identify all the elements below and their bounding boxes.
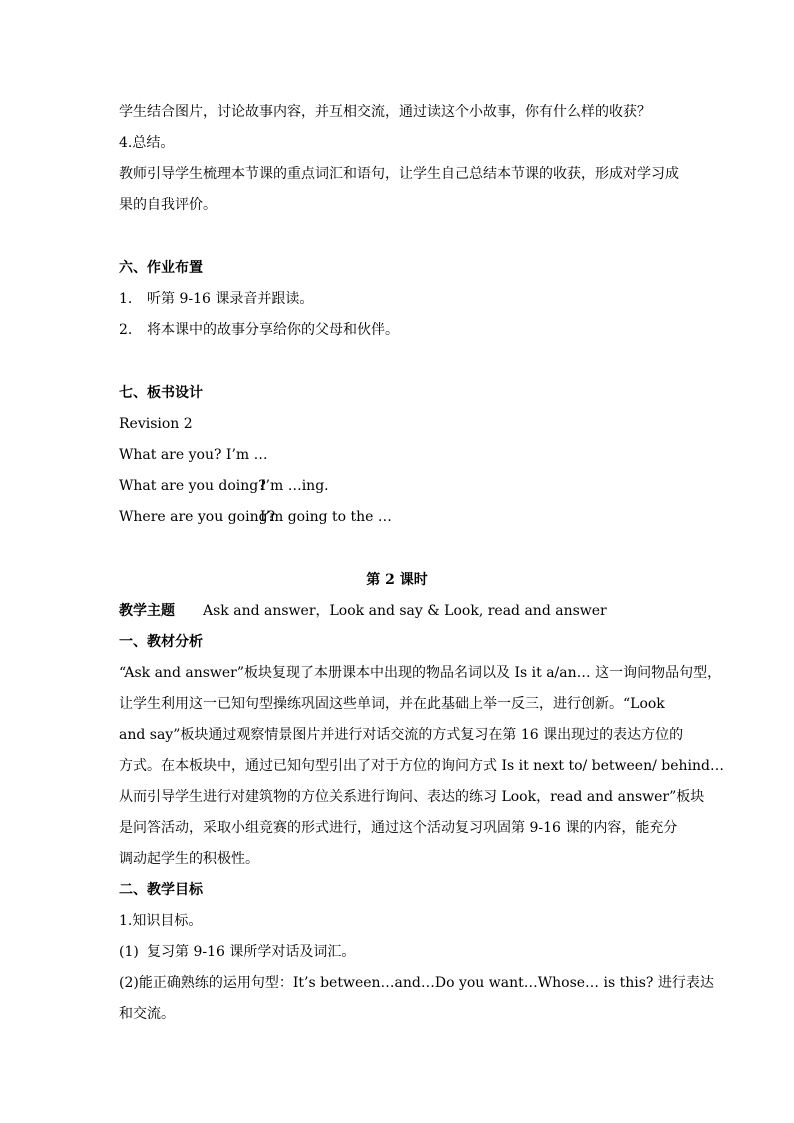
homework-item <box>119 289 679 309</box>
board-row <box>119 476 679 496</box>
homework-heading: 六、作业布置 <box>119 260 203 276</box>
homework-item-text: 听第 9-16 课录音并跟读。 <box>147 291 314 307</box>
goal-item-number: (1) <box>119 944 139 960</box>
intro-line: 学生结合图片，讨论故事内容，并互相交流，通过读这个小故事，你有什么样的收获？ <box>119 104 651 120</box>
board-answer: I’m …ing. <box>260 478 329 494</box>
analysis-line: “Ask and answer”板块复现了本册课本中出现的物品名词以及 Is it a/an… 这一询问物品句型， <box>119 665 722 681</box>
board-row <box>119 445 679 465</box>
analysis-heading: 一、教材分析 <box>119 634 203 650</box>
analysis-line: 调动起学生的积极性。 <box>119 851 259 867</box>
analysis-line: 让学生利用这一已知句型操练巩固这些单词，并在此基础上举一反三，进行创新。“Look <box>119 696 665 712</box>
board-heading: 七、板书设计 <box>119 385 203 401</box>
analysis-line: 是问答活动，采取小组竞赛的形式进行，通过这个活动复习巩固第 9-16 课的内容，能充分 <box>119 820 678 836</box>
homework-item-number: 1. <box>119 291 133 307</box>
board-question: Where are you going? <box>119 509 276 525</box>
topic-text: Ask and answer，Look and say & Look, read and answer <box>203 603 607 619</box>
goal-item <box>119 942 679 962</box>
summary-title: 4.总结。 <box>119 135 175 151</box>
homework-item-text: 将本课中的故事分享给你的父母和伙伴。 <box>147 322 399 338</box>
topic-line <box>119 601 679 621</box>
goals-heading: 二、教学目标 <box>119 882 203 898</box>
board-revision: Revision 2 <box>119 416 193 432</box>
board-question: What are you? I’m … <box>119 447 268 463</box>
goal-item-cont: 和交流。 <box>119 1006 175 1022</box>
summary-text-cont: 果的自我评价。 <box>119 197 217 213</box>
goal-item-number: (2) <box>119 975 139 991</box>
summary-text: 教师引导学生梳理本节课的重点词汇和语句，让学生自己总结本节课的收获，形成对学习成 <box>119 166 679 182</box>
topic-label: 教学主题 <box>119 603 175 619</box>
homework-item-number: 2. <box>119 322 133 338</box>
homework-item <box>119 320 679 340</box>
lesson-title: 第 2 课时 <box>366 572 428 588</box>
goal-item <box>119 973 714 993</box>
analysis-line: 从而引导学生进行对建筑物的方位关系进行询问、表达的练习 Look，read and answer”板块 <box>119 789 705 805</box>
knowledge-goal-title: 1.知识目标。 <box>119 913 203 929</box>
analysis-line: and say”板块通过观察情景图片并进行对话交流的方式复习在第 16 课出现过的表达方位的 <box>119 727 684 743</box>
board-row <box>119 507 679 527</box>
analysis-line: 方式。在本板块中，通过已知句型引出了对于方位的询问方式 Is it next to/ between/ behind… <box>119 758 724 774</box>
goal-item-text: 能正确熟练的运用句型：It’s between…and…Do you want…Whose… is this? 进行表达 <box>138 975 714 991</box>
board-question: What are you doing? <box>119 478 266 494</box>
board-answer: I’m going to the … <box>260 509 392 525</box>
goal-item-text: 复习第 9-16 课所学对话及词汇。 <box>147 944 356 960</box>
